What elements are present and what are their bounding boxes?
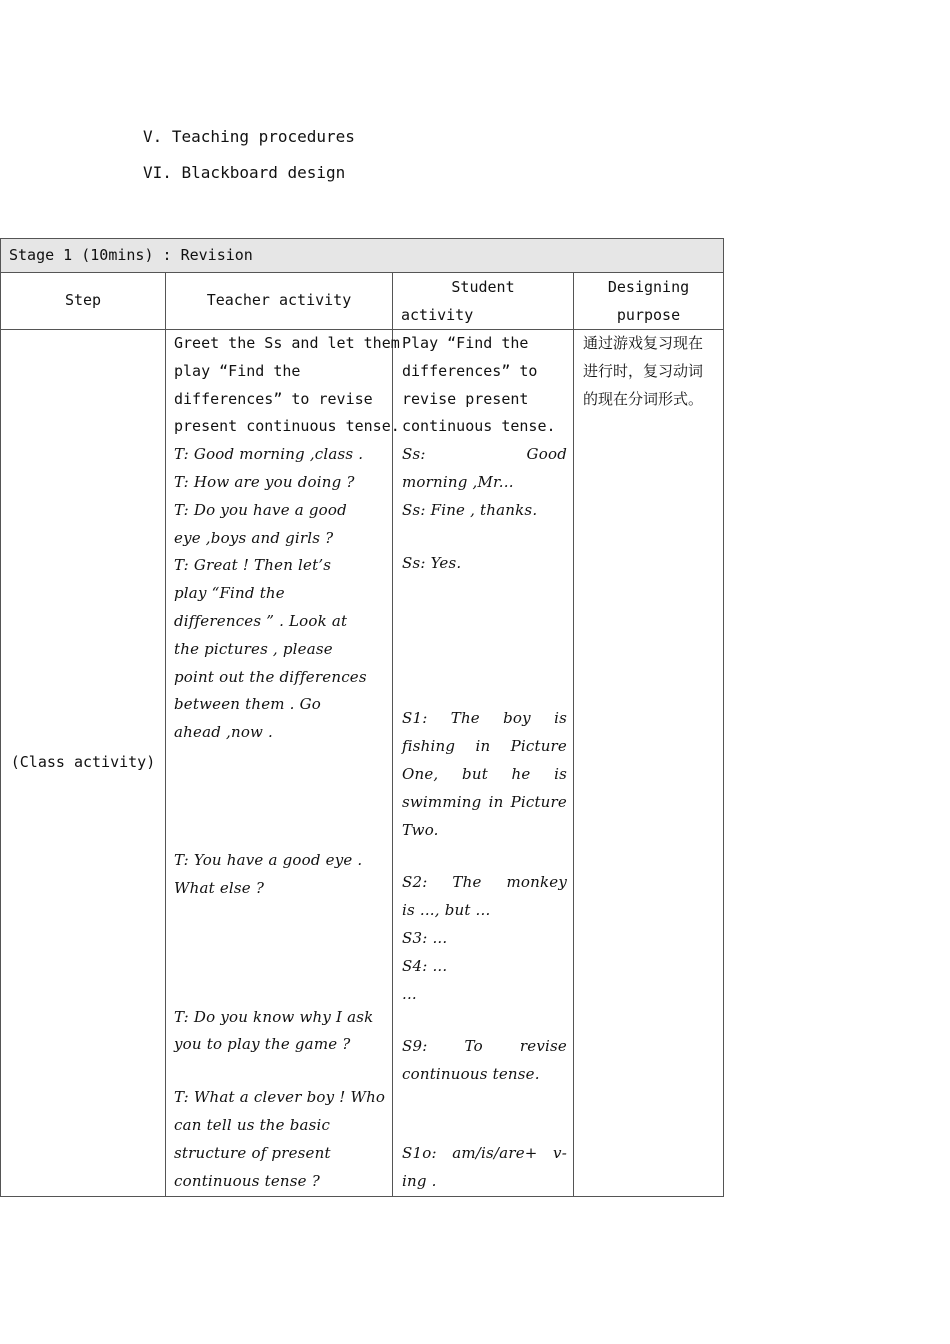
teacher-line: play “Find the bbox=[174, 584, 285, 603]
student-activity-cell bbox=[393, 330, 574, 1197]
teacher-line: T: Great ! Then let’s bbox=[174, 556, 332, 575]
student-line: Ss: Fine , thanks. bbox=[402, 500, 538, 519]
teacher-line: present continuous tense. bbox=[174, 417, 400, 436]
teacher-line: point out the differences bbox=[174, 667, 367, 686]
teacher-line: eye ,boys and girls ? bbox=[174, 528, 334, 547]
teacher-line: Greet the Ss and let them bbox=[174, 334, 400, 352]
col-header-step: Step bbox=[1, 273, 166, 330]
teacher-line: structure of present bbox=[174, 1143, 331, 1162]
teacher-activity-cell bbox=[166, 330, 400, 1197]
student-line: One, but he is bbox=[402, 764, 567, 783]
teacher-line: ahead ,now . bbox=[174, 723, 274, 742]
student-line: S1: The boy is bbox=[402, 709, 567, 728]
teacher-line: the pictures , please bbox=[174, 639, 333, 658]
student-line: differences” to bbox=[402, 361, 538, 380]
purpose-line: 进行时，复习动词 bbox=[583, 361, 704, 380]
heading-teaching-procedures: V. Teaching procedures bbox=[143, 127, 355, 146]
teacher-line: play “Find the bbox=[174, 361, 301, 380]
student-line: Ss: Good bbox=[402, 445, 567, 464]
student-line: S3: ... bbox=[402, 928, 448, 947]
student-line: morning ,Mr... bbox=[402, 472, 514, 491]
student-line: ... bbox=[402, 984, 417, 1003]
student-line: Ss: Yes. bbox=[402, 553, 462, 572]
teacher-line: differences” to revise bbox=[174, 389, 373, 408]
teacher-line: T: Do you know why I ask bbox=[174, 1007, 374, 1026]
student-line: is ..., but ... bbox=[402, 901, 491, 920]
stage-title: Stage 1 (10mins) : Revision bbox=[1, 239, 724, 273]
teacher-line: between them . Go bbox=[174, 695, 322, 714]
student-line: S1o: am/is/are+ v- bbox=[402, 1143, 567, 1162]
student-line: swimming in Picture bbox=[402, 792, 567, 811]
col-header-teacher: Teacher activity bbox=[166, 273, 393, 330]
col-header-student: Student activity bbox=[393, 273, 574, 330]
procedure-table bbox=[0, 238, 724, 1197]
student-line: Play “Find the bbox=[402, 334, 529, 352]
teacher-line: T: How are you doing ? bbox=[174, 472, 355, 491]
col-header-purpose: Designing purpose bbox=[574, 273, 724, 330]
teacher-line: What else ? bbox=[174, 878, 265, 897]
student-line: revise present bbox=[402, 389, 529, 408]
teacher-line: T: What a clever boy ! Who bbox=[174, 1088, 386, 1107]
teacher-line: continuous tense ? bbox=[174, 1171, 320, 1190]
student-line: S4: ... bbox=[402, 956, 448, 975]
teacher-line: can tell us the basic bbox=[174, 1115, 331, 1134]
teacher-line: T: Do you have a good bbox=[174, 500, 347, 519]
student-line: Two. bbox=[402, 820, 439, 839]
student-line: continuous tense. bbox=[402, 1065, 540, 1084]
step-cell: (Class activity) bbox=[1, 330, 166, 1197]
purpose-line: 的现在分词形式。 bbox=[583, 389, 704, 408]
teacher-line: differences ” . Look at bbox=[174, 611, 348, 630]
student-line: fishing in Picture bbox=[402, 737, 567, 756]
designing-purpose-cell bbox=[574, 330, 724, 1197]
student-line: S2: The monkey bbox=[402, 873, 567, 892]
teacher-line: you to play the game ? bbox=[174, 1035, 351, 1054]
purpose-line: 通过游戏复习现在 bbox=[583, 334, 704, 352]
heading-blackboard-design: VI. Blackboard design bbox=[143, 163, 346, 182]
student-line: S9: To revise bbox=[402, 1037, 567, 1056]
teacher-line: T: You have a good eye . bbox=[174, 850, 363, 869]
teacher-line: T: Good morning ,class . bbox=[174, 445, 364, 464]
student-line: continuous tense. bbox=[402, 417, 556, 436]
student-line: ing . bbox=[402, 1171, 437, 1190]
